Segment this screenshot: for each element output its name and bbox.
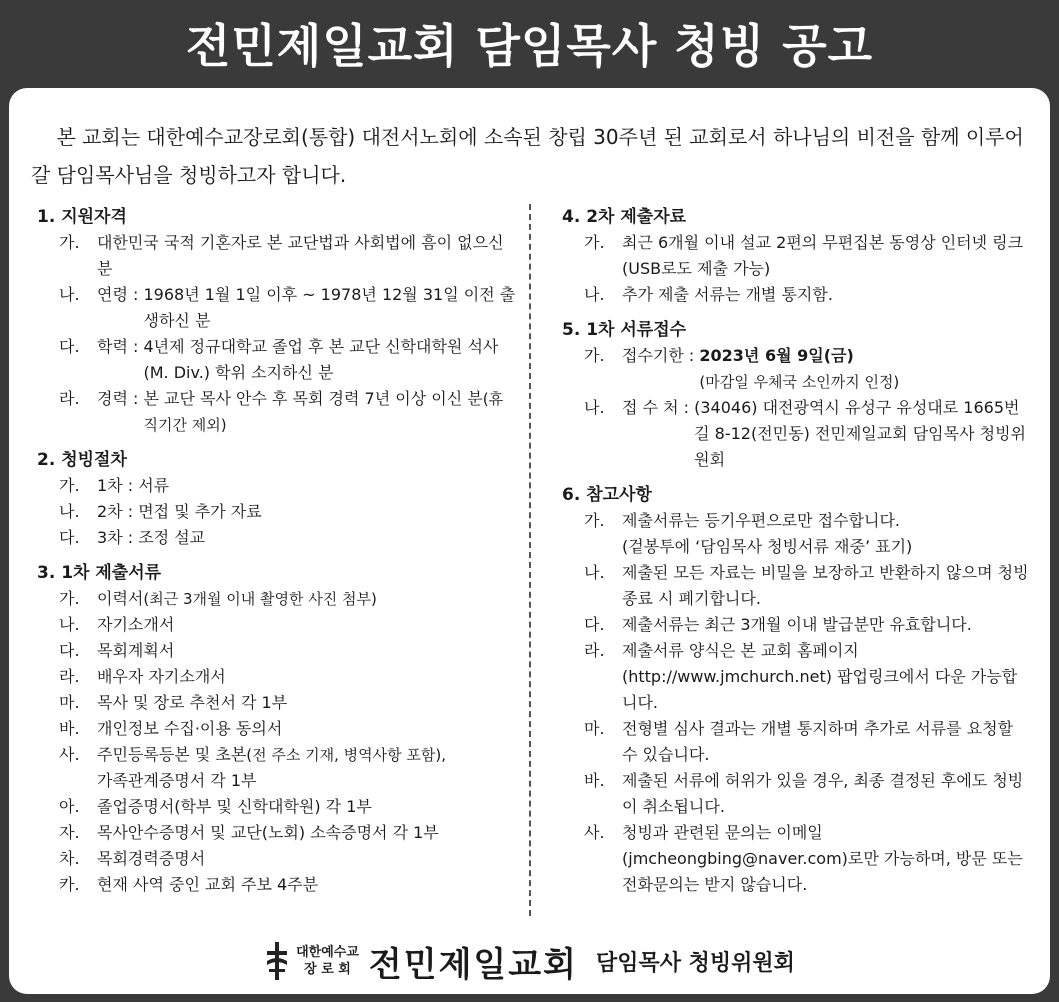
item-text: 이력서 <box>97 589 144 608</box>
list-item <box>562 638 1032 716</box>
section-title: 4. 2차 제출자료 <box>562 207 687 227</box>
item-marker: 다. <box>59 641 80 660</box>
item-marker: 나. <box>584 398 605 417</box>
item-body <box>143 386 517 438</box>
list-item <box>37 690 517 716</box>
item-marker: 사. <box>59 745 80 764</box>
section-second-materials <box>562 204 1032 308</box>
list-item <box>37 282 517 334</box>
item-label: 연령 : <box>97 285 144 304</box>
list-item <box>37 586 517 612</box>
item-marker: 자. <box>59 823 80 842</box>
item-label: 학력 : <box>97 337 144 356</box>
item-marker: 바. <box>584 771 605 790</box>
list-item <box>562 820 1032 898</box>
item-body <box>97 586 517 612</box>
list-item <box>37 872 517 898</box>
item-marker: 가. <box>59 589 80 608</box>
item-label: 2차 : <box>97 502 139 521</box>
item-text: 목회계획서 <box>97 641 175 660</box>
section-notes <box>562 482 1032 898</box>
item-marker: 나. <box>59 615 80 634</box>
item-text: 추가 제출 서류는 개별 통지함. <box>622 285 833 304</box>
list-item <box>562 768 1032 820</box>
item-label: 3차 : <box>97 528 139 547</box>
item-text: 제출서류 양식은 본 교회 홈페이지(http://www.jmchurch.net) 팝업링크에서 다운 가능합니다. <box>622 641 1018 712</box>
list-item <box>562 612 1032 638</box>
item-marker: 가. <box>59 233 80 252</box>
list-item <box>562 230 1032 282</box>
item-text: 졸업증명서(학부 및 신학대학원) 각 1부 <box>97 797 372 816</box>
list-item <box>37 820 517 846</box>
list-item <box>37 846 517 872</box>
item-text: 제출된 모든 자료는 비밀을 보장하고 반환하지 않으며 청빙 종료 시 폐기합니다. <box>622 563 1029 608</box>
item-text: 조정 설교 <box>138 528 206 547</box>
item-text: 청빙과 관련된 문의는 이메일(jmcheongbing@naver.com)로만 가능하며, 방문 또는 전화문의는 받지 않습니다. <box>622 823 1023 894</box>
item-marker: 가. <box>584 233 605 252</box>
item-note: (전 주소 기재, 병역사항 포함), <box>246 746 446 764</box>
item-label: 경력 : <box>97 389 144 408</box>
left-column <box>37 204 517 907</box>
list-item <box>37 473 517 499</box>
item-text: 대한민국 국적 기혼자로 본 교단법과 사회법에 흠이 없으신 분 <box>97 233 504 278</box>
right-column <box>562 204 1032 907</box>
item-marker: 사. <box>584 823 605 842</box>
list-item <box>37 525 517 551</box>
item-text: 목사안수증명서 및 교단(노회) 소속증명서 각 1부 <box>97 823 439 842</box>
item-marker: 나. <box>584 285 605 304</box>
footer-signature <box>9 936 1050 986</box>
intro-text: 본 교회는 대한예수교장로회(통합) 대전서노회에 소속된 창립 30주년 된 교회로서 하나님의 비전을 함께 이루어 갈 담임목사님을 청빙하고자 합니다. <box>31 125 1024 187</box>
list-item <box>562 282 1032 308</box>
section-title: 5. 1차 서류접수 <box>562 320 687 340</box>
item-marker: 마. <box>584 719 605 738</box>
item-marker: 나. <box>59 285 80 304</box>
item-note: (최근 3개월 이내 촬영한 사진 첨부) <box>143 590 377 608</box>
item-marker: 다. <box>584 615 605 634</box>
column-divider <box>529 204 531 916</box>
item-label: 1차 : <box>97 476 139 495</box>
cross-logo-icon <box>264 941 290 981</box>
list-item <box>562 560 1032 612</box>
list-item <box>37 612 517 638</box>
item-text: 서류 <box>138 476 170 495</box>
item-text: 본 교단 목사 안수 후 목회 경력 7년 이상 이신 분 <box>143 389 483 408</box>
list-item <box>37 664 517 690</box>
item-text: 자기소개서 <box>97 615 175 634</box>
item-text: 주민등록등본 및 초본 <box>97 745 247 764</box>
list-item <box>562 395 1032 473</box>
item-text: 면접 및 추가 자료 <box>138 502 262 521</box>
item-marker: 가. <box>59 476 80 495</box>
list-item <box>562 343 1032 395</box>
item-marker: 나. <box>59 502 80 521</box>
item-text: 배우자 자기소개서 <box>97 667 226 686</box>
item-marker: 라. <box>584 641 605 660</box>
item-marker: 마. <box>59 693 80 712</box>
item-text: 1968년 1월 1일 이후 ~ 1978년 12월 31일 이전 출생하신 분 <box>143 285 516 330</box>
item-note: (휴직기간 제외) <box>143 390 504 434</box>
item-marker: 라. <box>59 389 80 408</box>
church-logo <box>264 941 359 981</box>
intro-paragraph <box>31 118 1031 194</box>
list-item <box>37 230 517 282</box>
section-title: 2. 청빙절차 <box>37 450 127 470</box>
list-item <box>37 716 517 742</box>
item-label: 접 수 처 : <box>622 398 695 417</box>
list-item <box>37 499 517 525</box>
item-body <box>699 343 1032 395</box>
section-title: 3. 1차 제출서류 <box>37 563 162 583</box>
item-marker: 다. <box>59 337 80 356</box>
list-item <box>562 716 1032 768</box>
item-marker: 가. <box>584 346 605 365</box>
section-title: 1. 지원자격 <box>37 207 127 227</box>
denomination <box>296 944 359 978</box>
committee-name: 담임목사 청빙위원회 <box>595 950 795 976</box>
item-note: (겉봉투에 ‘담임목사 청빙서류 재중’ 표기) <box>622 537 913 556</box>
item-marker: 바. <box>59 719 80 738</box>
item-note: (마감일 우체국 소인까지 인정) <box>699 373 900 391</box>
item-marker: 가. <box>584 511 605 530</box>
item-body <box>97 742 517 794</box>
item-label: 접수기한 : <box>622 346 700 365</box>
item-marker: 다. <box>59 528 80 547</box>
item-marker: 카. <box>59 875 80 894</box>
list-item <box>562 508 1032 560</box>
section-documents <box>37 560 517 898</box>
item-text: 제출서류는 등기우편으로만 접수합니다. <box>622 511 901 530</box>
item-marker: 라. <box>59 667 80 686</box>
section-procedure <box>37 447 517 551</box>
item-text: 제출된 서류에 허위가 있을 경우, 최종 결정된 후에도 청빙이 취소됩니다. <box>622 771 1024 816</box>
denomination-line: 장 로 회 <box>304 962 351 977</box>
church-name: 전민제일교회 <box>368 944 578 985</box>
item-text: 전형별 심사 결과는 개별 통지하며 추가로 서류를 요청할 수 있습니다. <box>622 719 1014 764</box>
item-text: 제출서류는 최근 3개월 이내 발급분만 유효합니다. <box>622 615 972 634</box>
item-text: 가족관계증명서 각 1부 <box>97 771 257 790</box>
address-text: (34046) 대전광역시 유성구 유성대로 1665번길 8-12(전민동) 전민제일교회 담임목사 청빙위원회 <box>694 398 1027 469</box>
item-text: 4년제 정규대학교 졸업 후 본 교단 신학대학원 석사(M. Div.) 학위 소지하신 분 <box>143 337 499 382</box>
notice-title: 전민제일교회 담임목사 청빙 공고 <box>185 19 874 73</box>
item-text: 현재 사역 중인 교회 주보 4주분 <box>97 875 319 894</box>
list-item <box>37 334 517 386</box>
denomination-line: 대한예수교 <box>296 945 359 960</box>
item-text: 개인정보 수집·이용 동의서 <box>97 719 283 738</box>
item-marker: 차. <box>59 849 80 868</box>
item-text: 목사 및 장로 추천서 각 1부 <box>97 693 288 712</box>
section-submission <box>562 317 1032 473</box>
list-item <box>37 638 517 664</box>
list-item <box>37 794 517 820</box>
deadline-text: 2023년 6월 9일(금) <box>699 346 854 365</box>
notice-panel <box>9 88 1050 994</box>
item-marker: 아. <box>59 797 80 816</box>
list-item <box>37 742 517 794</box>
item-text: 목회경력증명서 <box>97 849 206 868</box>
item-marker: 나. <box>584 563 605 582</box>
list-item <box>37 386 517 438</box>
section-title: 6. 참고사항 <box>562 485 652 505</box>
section-qualifications <box>37 204 517 438</box>
item-body <box>622 508 1032 560</box>
item-text: 최근 6개월 이내 설교 2편의 무편집본 동영상 인터넷 링크(USB로도 제출 가능) <box>622 233 1024 278</box>
